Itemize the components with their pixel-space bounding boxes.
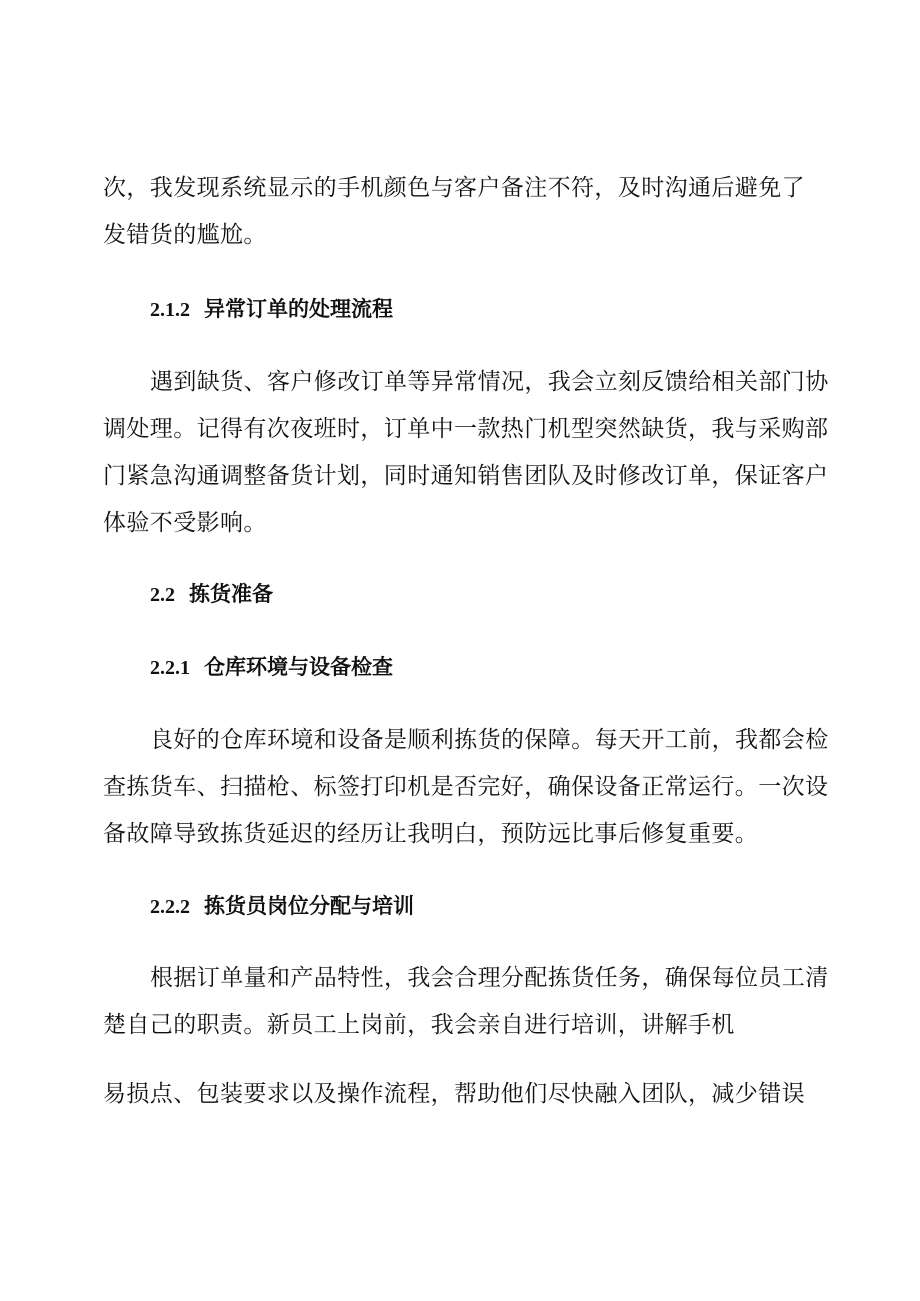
section-title: 拣货员岗位分配与培训 — [204, 893, 414, 918]
section-number: 2.2.1 — [150, 657, 190, 679]
section-number: 2.2 — [150, 584, 175, 606]
section-heading-2-2-1 — [150, 651, 393, 684]
paragraph-line: 发错货的尴尬。 — [103, 222, 267, 248]
section-heading-2-2-2 — [150, 890, 414, 923]
paragraph-line: 易损点、包装要求以及操作流程，帮助他们尽快融入团队，减少错误 — [103, 1081, 805, 1107]
paragraph-line: 查拣货车、扫描枪、标签打印机是否完好，确保设备正常运行。一次设 — [103, 774, 829, 800]
section-title: 异常订单的处理流程 — [204, 296, 393, 321]
paragraph-line: 备故障导致拣货延迟的经历让我明白，预防远比事后修复重要。 — [103, 821, 759, 847]
paragraph-line: 体验不受影响。 — [103, 510, 267, 536]
section-title: 拣货准备 — [189, 581, 273, 606]
section-heading-2-1-2 — [150, 293, 393, 326]
section-title: 仓库环境与设备检查 — [204, 654, 393, 679]
paragraph-line: 根据订单量和产品特性，我会合理分配拣货任务，确保每位员工清 — [150, 965, 829, 991]
section-number: 2.2.2 — [150, 896, 190, 918]
paragraph-line: 遇到缺货、客户修改订单等异常情况，我会立刻反馈给相关部门协 — [150, 369, 829, 395]
section-heading-2-2 — [150, 578, 273, 611]
paragraph-line: 楚自己的职责。新员工上岗前，我会亲自进行培训，讲解手机 — [103, 1012, 735, 1038]
section-number: 2.1.2 — [150, 299, 190, 321]
paragraph-line: 次，我发现系统显示的手机颜色与客户备注不符，及时沟通后避免了 — [103, 175, 805, 201]
paragraph-line: 门紧急沟通调整备货计划，同时通知销售团队及时修改订单，保证客户 — [103, 463, 829, 489]
paragraph-line: 调处理。记得有次夜班时，订单中一款热门机型突然缺货，我与采购部 — [103, 416, 829, 442]
paragraph-line: 良好的仓库环境和设备是顺利拣货的保障。每天开工前，我都会检 — [150, 727, 829, 753]
